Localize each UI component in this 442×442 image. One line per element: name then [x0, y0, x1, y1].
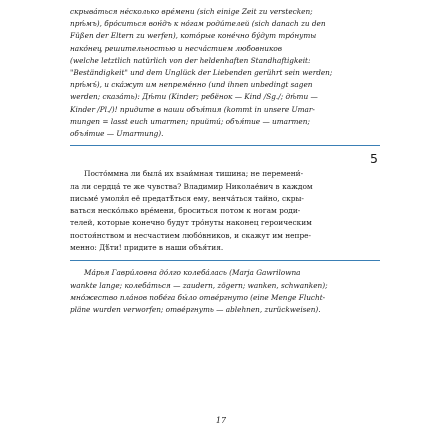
glossary-line: нако́нец̧ решительностью и несча́стием люб́овников — [70, 43, 283, 53]
main-line: письме́ умоля́л её предатѣ́ться ему, венча́ться тайно, скры- — [70, 193, 304, 203]
section-number: 5 — [370, 151, 378, 167]
main-paragraph — [70, 168, 380, 254]
main-line: постоя́нством и несчастием любо́вников, и скажут им непре- — [70, 230, 312, 240]
section-divider — [70, 145, 380, 146]
glossary-line: werden; сказа́ть): Дѣ́ти (Kinder; ребёнок — Kind /Sg./; дѣ́ти — — [70, 92, 318, 102]
page-number: 17 — [215, 416, 227, 425]
glossary-line: Ма́рья Гаври́ловна до́лго колеба́лась (Marja Gawrilowna — [84, 268, 301, 278]
glossary-line: "Beständigkeit" und dem Unglück der Liebenden gerührt sein werden; — [70, 68, 333, 78]
section-divider-bottom — [70, 260, 380, 261]
glossary-line: pläne wurden verworfen; отве́ргнуть — ablehnen, zurückweisen). — [70, 304, 321, 314]
main-line: ла ли сердца́ те же чувства? Владимир Николае́вич в каждом — [70, 181, 313, 191]
main-line: менно: Дѣ́ти! придите в наши объя́тия. — [70, 243, 224, 253]
main-line: ваться неско́лько врéмени, броситься потом к ногам роди- — [70, 206, 301, 216]
glossary-line: Füßen der Eltern zu werfen), кото́рые коне́чно бу́дут тро́нуты — [70, 31, 317, 41]
glossary-line: объя́тие — Umarmung). — [70, 129, 164, 139]
glossary-line: wankte lange; колеба́ться — zaudern, zögern; wanken, schwanken); — [70, 280, 328, 290]
glossary-line: mungen = lasst euch umarmen; прийти́; объя́тие — umarmen; — [70, 116, 310, 126]
main-line: Посто́ммна ли была́ их взаи́мная тишина; не перемени́- — [84, 169, 304, 179]
glossary-bottom — [70, 267, 380, 316]
main-line: телей, которые конечно будут тро́нуты наконец героическим — [70, 218, 312, 228]
glossary-line: (welche letztlich natürlich von der heldenhaften Standhaftigkeit: — [70, 55, 311, 65]
glossary-line: скрывáться нéсколько врéмени (sich einige Zeit zu verstecken; — [70, 7, 313, 16]
glossary-line: прѣ́мъ́), и ска́жут им непреме́нно (und ihnen unbedingt sagen — [70, 80, 313, 90]
glossary-line: Kinder /Pl./)! придите в наши объя́тия (kommt in unsere Umar- — [70, 104, 315, 114]
glossary-line: прѣ́мъ), бро́ситься вон́дъ к но́гам роди́телей (sich danach zu den — [70, 19, 326, 29]
page-content — [70, 6, 380, 316]
glossary-top — [70, 6, 380, 140]
glossary-line: мно́жество пла́нов побе́га бы́ло отве́ргнуто (eine Menge Flucht- — [70, 292, 326, 302]
